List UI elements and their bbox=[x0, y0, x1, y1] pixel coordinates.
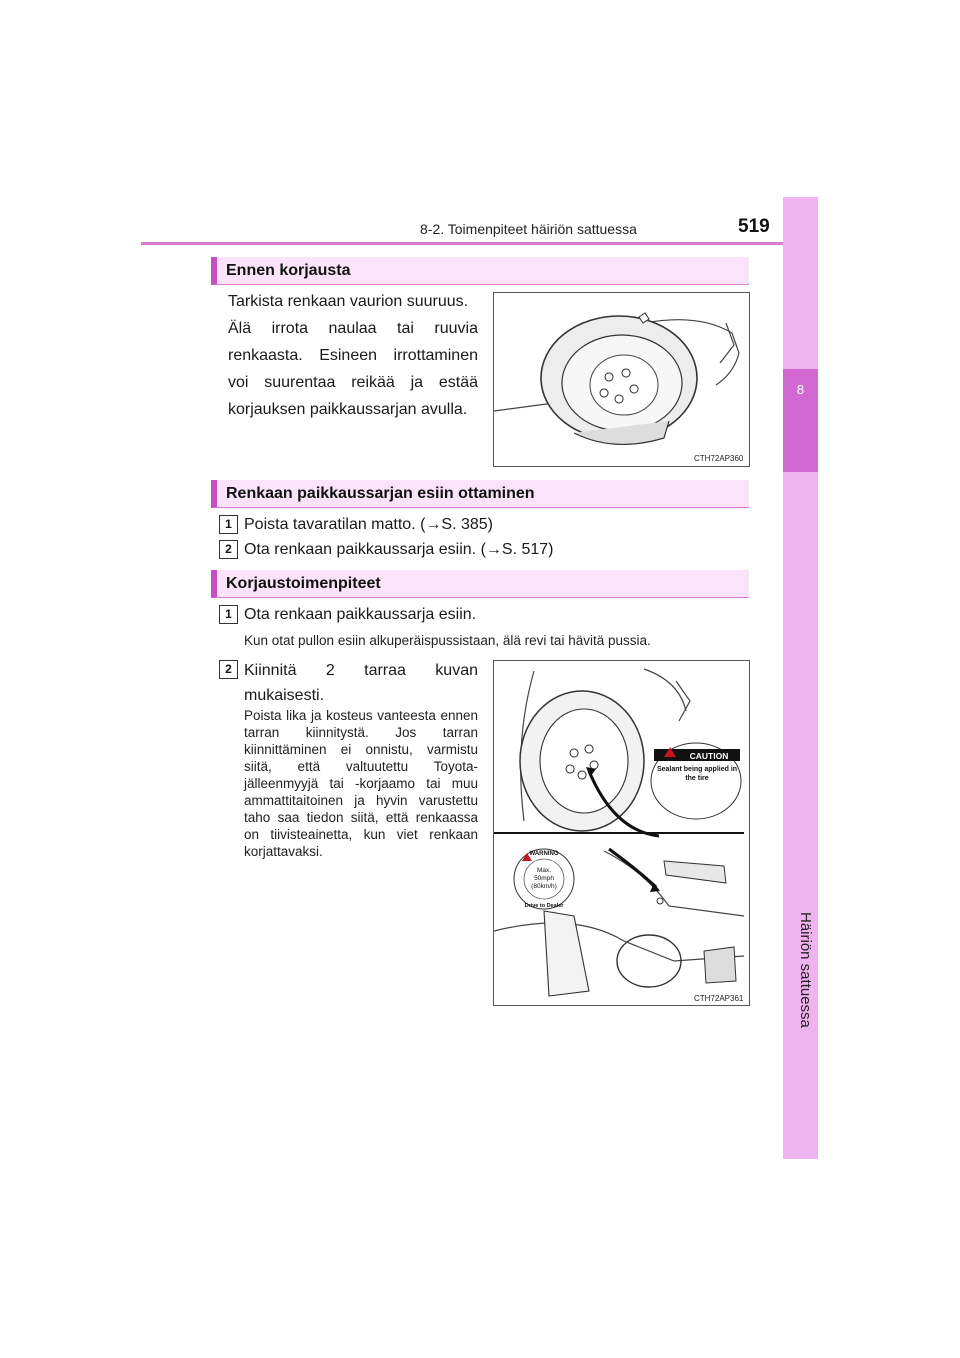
caution-sticker-title: CAUTION bbox=[689, 751, 729, 761]
header-rule bbox=[141, 242, 818, 245]
section-title-repair-procedure: Korjaustoimenpiteet bbox=[211, 570, 749, 598]
step-note: Poista lika ja kosteus vanteesta ennen tarran kiinnitystä. Jos tarran kiinnittäminen ei onnistu, varmistu siitä, että valtuutettu Toyota-jälleenmyyjä tai -korjaamo tai muu ammattitaitoinen ja hyvin varustettu taho saa tiedon siitä, että renkaassa on tiivisteainetta, kun viet renkaan korjattavaksi. bbox=[244, 708, 478, 859]
running-header-section: 8-2. Toimenpiteet häiriön sattuessa bbox=[420, 221, 637, 237]
step-number: 1 bbox=[219, 515, 238, 534]
chapter-number: 8 bbox=[796, 382, 805, 397]
warning-sticker-bottom: Drive to Dealer bbox=[524, 903, 564, 909]
chapter-title: Häiriön sattuessa bbox=[797, 912, 814, 1028]
image-code-1: CTH72AP360 bbox=[694, 454, 744, 463]
step-number: 1 bbox=[219, 605, 238, 624]
sticker-placement-drawing bbox=[494, 661, 749, 1005]
step-number: 2 bbox=[219, 540, 238, 559]
before-para-1: Tarkista renkaan vaurion suuruus. bbox=[228, 293, 469, 310]
page-number: 519 bbox=[738, 216, 770, 237]
caution-sticker-text: Sealant being applied in the tire bbox=[656, 766, 738, 782]
section-title-before-repair: Ennen korjausta bbox=[211, 257, 749, 285]
warning-sticker-speed-3: (80km/h) bbox=[531, 883, 557, 890]
illustration-tire-nail bbox=[493, 292, 750, 467]
step-note: Kun otat pullon esiin alkuperäispussistaan, älä revi tai hävitä pussia. bbox=[244, 633, 651, 648]
tire-nail-drawing bbox=[494, 293, 749, 466]
warning-sticker-speed-1: Max. bbox=[536, 867, 552, 874]
image-code-2: CTH72AP361 bbox=[694, 994, 744, 1003]
step-text: Poista tavaratilan matto. (→S. 385) bbox=[244, 516, 493, 533]
step-text: Ota renkaan paikkaussarja esiin. bbox=[244, 606, 477, 623]
warning-sticker-title: WARNING bbox=[529, 851, 559, 857]
illustration-sticker-placement bbox=[493, 660, 750, 1006]
step-text: Ota renkaan paikkaussarja esiin. (→S. 517) bbox=[244, 541, 554, 558]
before-para-2: Älä irrota naulaa tai ruuvia renkaasta. Esineen irrottaminen voi suurentaa reikää ja estää korjauksen paikkaussarjan avulla. bbox=[228, 320, 478, 418]
step-text: Kiinnitä 2 tarraa kuvan mukaisesti. bbox=[244, 662, 478, 704]
step-number: 2 bbox=[219, 660, 238, 679]
section-title-take-out-kit: Renkaan paikkaussarjan esiin ottaminen bbox=[211, 480, 749, 508]
warning-sticker-speed-2: 50mph bbox=[534, 875, 554, 882]
